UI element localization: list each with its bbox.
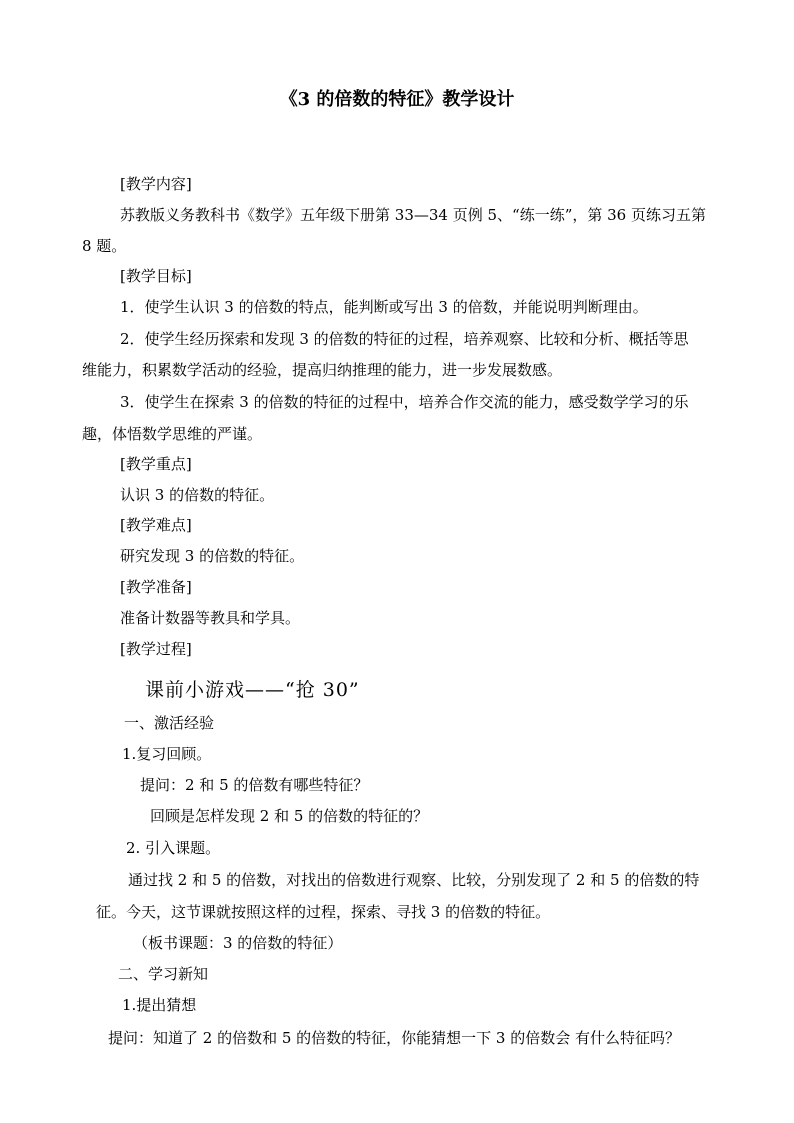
- objective-item: 1．使学生认识 3 的倍数的特点，能判断或写出 3 的倍数，并能说明判断理由。: [120, 298, 648, 316]
- paragraph-line: 提问：知道了 2 的倍数和 5 的倍数的特征，你能猜想一下 3 的倍数会 有什么特征吗？: [108, 1029, 681, 1047]
- section-heading-objectives: [教学目标]: [120, 267, 192, 285]
- paragraph-line: 趣，体悟数学思维的严谨。: [82, 425, 263, 443]
- objective-item: 3．使学生在探索 3 的倍数的特征的过程中，培养合作交流的能力，感受数学学习的乐: [120, 393, 689, 411]
- paragraph-line: 通过找 2 和 5 的倍数，对找出的倍数进行观察、比较，分别发现了 2 和 5 的倍数的特: [128, 871, 700, 889]
- section-heading-preparation: [教学准备]: [120, 578, 192, 596]
- paragraph-line: 8 题。: [82, 237, 127, 255]
- paragraph-line: 回顾是怎样发现 2 和 5 的倍数的特征的？: [150, 807, 429, 825]
- step-heading: 1.提出猜想: [122, 996, 197, 1014]
- paragraph-line: 准备计数器等教具和学具。: [120, 609, 301, 627]
- paragraph-line: 维能力，积累数学活动的经验，提高归纳推理的能力，进一步发展数感。: [82, 361, 563, 379]
- paragraph-line: 认识 3 的倍数的特征。: [120, 486, 275, 504]
- section-heading-process: [教学过程]: [120, 640, 192, 658]
- section-heading-content: [教学内容]: [120, 175, 192, 193]
- paragraph-line: 苏教版义务教科书《数学》五年级下册第 33—34 页例 5、“练一练”，第 36 页练习五第: [120, 206, 706, 224]
- section-heading-key-points: [教学重点]: [120, 455, 192, 473]
- paragraph-line: 提问：2 和 5 的倍数有哪些特征？: [140, 776, 369, 794]
- step-heading: 2. 引入课题。: [126, 839, 221, 857]
- paragraph-line: 研究发现 3 的倍数的特征。: [120, 547, 305, 565]
- board-note: （板书课题：3 的倍数的特征）: [133, 934, 343, 952]
- paragraph-line: 征。今天，这节课就按照这样的过程，探索、寻找 3 的倍数的特征。: [96, 903, 551, 921]
- section-heading-difficulties: [教学难点]: [120, 516, 192, 534]
- document-title: 《3 的倍数的特征》教学设计: [279, 89, 515, 110]
- game-heading: 课前小游戏——“抢 30”: [145, 679, 360, 701]
- objective-item: 2．使学生经历探索和发现 3 的倍数的特征的过程，培养观察、比较和分析、概括等思: [120, 330, 689, 348]
- part-heading: 二、学习新知: [118, 965, 209, 983]
- step-heading: 1.复习回顾。: [122, 745, 212, 763]
- part-heading: 一、激活经验: [124, 714, 215, 732]
